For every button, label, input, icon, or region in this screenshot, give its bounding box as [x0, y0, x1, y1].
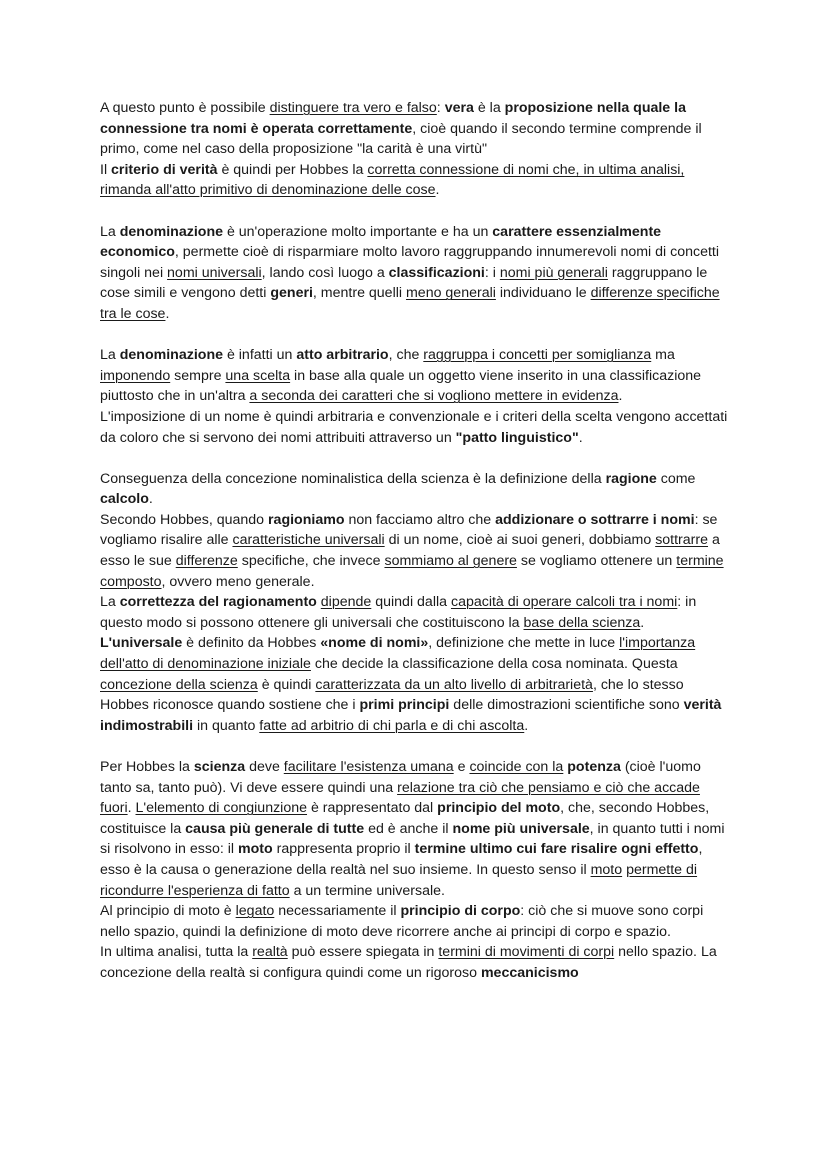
underlined-text: imponendo — [100, 367, 171, 384]
underlined-text: caratterizzata da un alto livello di arbitrarietà — [315, 676, 593, 693]
text-run: in quanto — [193, 717, 260, 734]
underlined-text: nomi universali — [167, 264, 262, 281]
bold-text: potenza — [567, 759, 621, 775]
underlined-text: termini di movimenti di corpi — [438, 944, 615, 961]
text-run: è la — [473, 100, 505, 116]
text-run: . — [435, 182, 440, 199]
underlined-text: coincide con la — [469, 759, 564, 775]
text-line — [100, 409, 727, 446]
text-line — [100, 162, 684, 199]
text-run: specifiche, che invece — [237, 553, 385, 570]
underlined-text: base della scienza — [523, 614, 641, 631]
text-run: a esso le sue — [100, 532, 720, 570]
text-run: . — [578, 429, 583, 446]
bold-text: nome più universale — [452, 820, 590, 837]
underlined-text: differenze — [175, 553, 238, 570]
text-run: La — [100, 594, 120, 611]
underlined-text: differenze specifiche tra le cose — [100, 285, 720, 322]
underlined-text: nomi più generali — [499, 264, 608, 281]
text-run: è definito da Hobbes — [182, 635, 321, 652]
text-run: se vogliamo ottenere un — [516, 553, 677, 570]
text-line — [100, 759, 725, 899]
text-run: è quindi per Hobbes la — [217, 161, 368, 178]
text-run: , cioè quando il secondo termine comprende il primo, come nel caso della proposizione "la carità è una virtù" — [100, 120, 702, 158]
bold-text: «nome di nomi» — [320, 635, 429, 652]
text-run: deve — [245, 759, 284, 775]
paragraph — [100, 222, 732, 325]
bold-text: proposizione nella quale la connessione tra nomi è operata correttamente — [100, 100, 686, 137]
text-run: , permette cioè di risparmiare molto lavoro raggruppando innumerevoli nomi di concetti singoli nei — [100, 244, 720, 281]
text-run: La — [100, 347, 120, 364]
text-run: necessariamente il — [274, 903, 401, 920]
text-run: può essere spiegata in — [287, 944, 439, 961]
text-run: di un nome, cioè ai suoi generi, dobbiamo — [384, 532, 656, 549]
text-run: , ovvero meno generale. — [161, 573, 315, 590]
text-run: sempre — [170, 367, 226, 384]
underlined-text: sottrarre — [655, 532, 709, 549]
text-run: : — [436, 100, 445, 116]
bold-text: meccanicismo — [480, 964, 579, 981]
text-run: Per Hobbes la — [100, 759, 194, 775]
bold-text: vera — [444, 100, 474, 116]
bold-text: moto — [238, 841, 273, 858]
text-run: Al principio di moto è — [100, 903, 236, 920]
text-line — [100, 635, 721, 733]
underlined-text: meno generali — [405, 285, 496, 302]
bold-text: generi — [270, 285, 313, 302]
text-line — [100, 100, 702, 157]
paragraph — [100, 757, 732, 984]
text-line — [100, 594, 696, 631]
bold-text: criterio di verità — [111, 161, 218, 178]
text-run: a un termine universale. — [289, 882, 445, 899]
bold-text: "patto linguistico" — [455, 429, 579, 446]
bold-text: principio del moto — [437, 800, 561, 817]
text-run: Secondo Hobbes, quando — [100, 511, 269, 528]
bold-text: denominazione — [119, 347, 223, 364]
underlined-text: moto — [590, 861, 623, 878]
bold-text: correttezza del ragionamento — [119, 594, 317, 611]
bold-text: causa più generale di tutte — [185, 820, 365, 837]
text-run: è quindi — [257, 676, 316, 693]
text-line — [100, 471, 695, 508]
document-page — [100, 98, 732, 1004]
text-run: in base alla quale un oggetto viene inserito in una classificazione piuttosto che in un'altra — [100, 367, 702, 405]
text-run: La — [100, 223, 120, 240]
text-run: , esso è la causa o generazione della realtà nel suo insieme. In questo senso il — [100, 841, 703, 878]
text-run: . — [148, 491, 153, 508]
underlined-text: fatte ad arbitrio di chi parla e di chi ascolta — [259, 717, 525, 734]
bold-text: addizionare o sottrarre i nomi — [495, 511, 695, 528]
underlined-text: concezione della scienza — [100, 676, 258, 693]
text-run: . — [618, 388, 623, 405]
underlined-text: legato — [235, 903, 275, 920]
text-run: (cioè l'uomo tanto sa, tanto può). Vi deve essere quindi una — [100, 759, 701, 796]
text-run: : in questo modo si possono ottenere gli universali che costituiscono la — [100, 594, 697, 631]
text-line — [100, 347, 701, 404]
text-run: che decide la classificazione della cosa nominata. Questa — [310, 656, 678, 673]
text-run: raggruppano le cose simili e vengono detti — [100, 264, 708, 302]
text-run: e — [453, 759, 470, 775]
text-run: è rappresentato dal — [307, 800, 438, 817]
bold-text: classificazioni — [388, 264, 485, 281]
text-run: non facciamo altro che — [344, 511, 496, 528]
bold-text: scienza — [193, 759, 246, 775]
underlined-text: corretta connessione di nomi che, in ultima analisi, rimanda all'atto primitivo di denominazione delle cose — [100, 161, 685, 199]
bold-text: atto arbitrario — [296, 347, 389, 364]
underlined-text: l'importanza dell'atto di denominazione iniziale — [100, 635, 696, 673]
bold-text: ragioniamo — [268, 511, 345, 528]
text-run: , definizione che mette in luce — [428, 635, 620, 652]
bold-text: denominazione — [119, 223, 223, 240]
text-line — [100, 224, 720, 322]
bold-text: ragione — [605, 470, 657, 487]
text-run: L'imposizione di un nome è quindi arbitraria e convenzionale e i criteri della scelta vengono accettati da coloro che si servono dei nomi attribuiti attraverso un — [100, 408, 728, 446]
text-run: ma — [651, 347, 675, 364]
bold-text: primi principi — [359, 697, 450, 714]
underlined-text: raggruppa i concetti per somiglianza — [423, 347, 652, 364]
text-run: , che — [388, 347, 424, 364]
text-run: è infatti un — [223, 347, 297, 364]
text-run: In ultima analisi, tutta la — [100, 944, 253, 961]
bold-text: termine ultimo cui fare risalire ogni effetto — [414, 841, 699, 858]
text-run: è un'operazione molto importante e ha un — [223, 223, 493, 240]
text-run: , lando così luogo a — [261, 264, 389, 281]
bold-text: principio di corpo — [400, 903, 521, 920]
underlined-text: facilitare l'esistenza umana — [283, 759, 454, 775]
text-run: Il — [100, 161, 112, 178]
text-line — [100, 512, 724, 590]
underlined-text: realtà — [252, 944, 288, 961]
bold-text: carattere essenzialmente economico — [100, 223, 662, 261]
paragraph — [100, 98, 732, 201]
underlined-text: a seconda dei caratteri che si vogliono mettere in evidenza — [249, 388, 619, 405]
text-run: nello spazio. La concezione della realtà si configura quindi come un rigoroso — [100, 944, 717, 981]
text-run: : se vogliamo risalire alle — [100, 511, 718, 549]
underlined-text: sommiamo al genere — [384, 553, 517, 570]
text-run: , mentre quelli — [312, 285, 406, 302]
text-run: delle dimostrazioni scientifiche sono — [449, 697, 684, 714]
text-run: , che, secondo Hobbes, costituisce la — [100, 800, 710, 837]
text-run: . — [640, 614, 645, 631]
text-line — [100, 903, 703, 940]
underlined-text: una scelta — [225, 367, 291, 384]
underlined-text: termine composto — [100, 553, 724, 590]
paragraph — [100, 469, 732, 737]
bold-text: verità indimostrabili — [100, 697, 722, 734]
bold-text: calcolo — [100, 491, 149, 508]
underlined-text: distinguere tra vero e falso — [269, 100, 437, 116]
text-run: quindi dalla — [371, 594, 451, 611]
underlined-text: L'elemento di congiunzione — [135, 800, 308, 817]
underlined-text: relazione tra ciò che pensiamo e ciò che accade fuori — [100, 779, 700, 817]
text-run: . — [524, 717, 529, 734]
text-run: come — [656, 470, 696, 487]
underlined-text: dipende — [320, 594, 372, 611]
underlined-text: permette di ricondurre l'esperienza di fatto — [100, 861, 698, 899]
text-run: ed è anche il — [364, 820, 453, 837]
text-run: , in quanto tutti i nomi si risolvono in esso: il — [100, 820, 725, 858]
text-run: individuano le — [495, 285, 591, 302]
text-run: . — [165, 305, 170, 322]
underlined-text: capacità di operare calcoli tra i nomi — [450, 594, 678, 611]
text-run: : i — [484, 264, 500, 281]
text-run: : ciò che si muove sono corpi nello spazio, quindi la definizione di moto deve ricorrere anche ai principi di corpo e spazio. — [100, 903, 704, 940]
text-line — [100, 944, 717, 981]
text-run: , che lo stesso Hobbes riconosce quando sostiene che i — [100, 676, 684, 714]
text-run: . — [127, 800, 136, 817]
text-run: Conseguenza della concezione nominalistica della scienza è la definizione della — [100, 470, 606, 487]
bold-text: L'universale — [100, 635, 183, 652]
text-run: rappresenta proprio il — [272, 841, 415, 858]
paragraph — [100, 345, 732, 448]
text-run: A questo punto è possibile — [100, 100, 270, 116]
underlined-text: caratteristiche universali — [232, 532, 385, 549]
